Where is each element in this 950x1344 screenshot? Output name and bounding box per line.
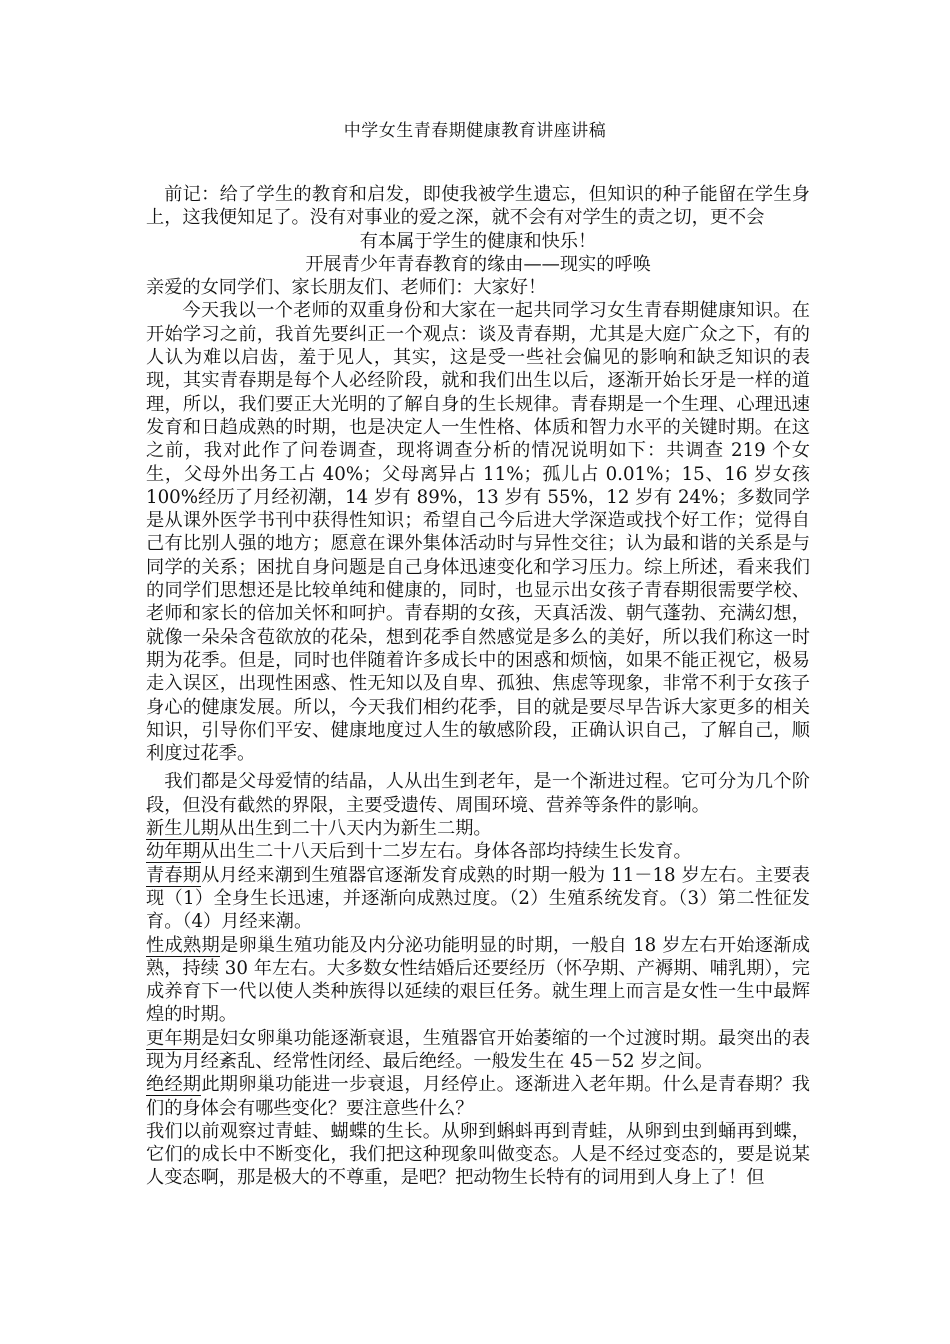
closing-paragraph: 我们以前观察过青蛙、蝴蝶的生长。从卵到蝌蚪再到青蛙，从卵到虫到蛹再到蝶，它们的成长中不断变化，我们把这种现象叫做变态。人是不经过变态的，要是说某人变态啊，那是极大的不尊重，是吧？把动物生长特有的词用到人身上了！但 [146,1120,810,1189]
section-subtitle: 开展青少年青春教育的缘由——现实的呼唤 [305,253,651,275]
greeting-line: 亲爱的女同学们、家长朋友们、老师们：大家好！ [146,277,547,299]
document-body [146,183,810,1190]
stage-term: 更年期 [146,1027,202,1049]
stage-term: 幼年期 [146,841,201,863]
stage-paragraph-puberty [146,864,810,934]
stage-description: 从月经来潮到生殖器官逐渐发育成熟的时期一般为 11－18 岁左右。主要表现（1）全身生长迅速，并逐渐向成熟过度。（2）生殖系统发育。（3）第二性征发育。（4）月经来潮。 [146,864,810,933]
stage-term: 青春期 [146,864,202,886]
stage-paragraph-maturity [146,934,810,1027]
document-title: 中学女生青春期健康教育讲座讲稿 [343,121,607,141]
stage-paragraph-newborn [146,817,810,840]
stages-intro-paragraph: 我们都是父母爱情的结晶，人从出生到老年，是一个渐进过程。它可分为几个阶段，但没有截然的界限，主要受遗传、周围环境、营养等条件的影响。 [146,771,810,816]
stage-description: 此期卵巢功能进一步衰退，月经停止。逐渐进入老年期。什么是青春期？我们的身体会有哪些变化？要注意些什么？ [146,1074,810,1119]
stage-paragraph-menopause-transition [146,1027,810,1074]
stage-term: 性成熟期 [146,934,220,956]
preface-ending: 有本属于学生的健康和快乐！ [359,230,597,252]
stage-description: 是妇女卵巢功能逐渐衰退，生殖器官开始萎缩的一个过渡时期。最突出的表现为月经紊乱、经常性闭经、最后绝经。一般发生在 45－52 岁之间。 [146,1027,810,1072]
intro-paragraph: 今天我以一个老师的双重身份和大家在一起共同学习女生青春期健康知识。在开始学习之前，我首先要纠正一个观点：谈及青春期，尤其是大庭广众之下，有的人认为难以启齿，羞于见人，其实，这是受一些社会偏见的影响和缺乏知识的表现，其实青春期是每个人必经阶段，就和我们出生以后，逐渐开始长牙是一样的道理，所以，我们要正大光明的了解自身的生长规律。青春期是一个生理、心理迅速发育和日趋成熟的时期，也是决定人一生性格、体质和智力水平的关键时期。在这之前，我对此作了问卷调查，现将调查分析的情况说明如下：共调查 219 个女生，父母外出务工占 40%；父母离异占 11%；孤儿占 0.01%；15、16 岁女孩 100%经历了月经初潮，14 岁有 89%，13 岁有 55%，12 岁有 24%；多数同学是从课外医学书刊中获得性知识；希望自己今后进大学深造或找个好工作；觉得自己有比别人强的地方；愿意在课外集体活动时与异性交往；认为最和谐的关系是与同学的关系；困扰自身问题是自己身体迅速变化和学习压力。综上所述，看来我们的同学们思想还是比较单纯和健康的，同时，也显示出女孩子青春期很需要学校、老师和家长的倍加关怀和呵护。青春期的女孩，天真活泼、朝气蓬勃、充满幻想，就像一朵朵含苞欲放的花朵，想到花季自然感觉是多么的美好，所以我们称这一时期为花季。但是，同时也伴随着许多成长中的困惑和烦恼，如果不能正视它，极易走入误区，出现性困惑、性无知以及自卑、孤独、焦虑等现象，非常不利于女孩子身心的健康发展。所以，今天我们相约花季，目的就是要尽早告诉大家更多的相关知识，引导你们平安、健康地度过人生的敏感阶段，正确认识自己，了解自己，顺利度过花季。 [146,300,810,765]
preface-paragraph: 前记：给了学生的教育和启发，即使我被学生遗忘，但知识的种子能留在学生身上，这我便知足了。没有对事业的爱之深，就不会有对学生的责之切，更不会 [146,184,810,229]
stage-description: 从出生到二十八天内为新生二期。 [218,818,492,840]
stage-term: 绝经期 [146,1074,202,1096]
stage-paragraph-menopause [146,1073,810,1120]
stage-description: 从出生二十八天后到十二岁左右。身体各部均持续生长发育。 [200,841,692,863]
stage-paragraph-childhood [146,840,810,863]
stage-description: 是卵巢生殖功能及内分泌功能明显的时期，一般自 18 岁左右开始逐渐成熟，持续 30 年左右。大多数女性结婚后还要经历（怀孕期、产褥期、哺乳期），完成养育下一代以使人类种族得以延续的艰巨任务。就生理上而言是女性一生中最辉煌的时期。 [146,934,810,1026]
stage-term: 新生儿期 [146,818,219,840]
